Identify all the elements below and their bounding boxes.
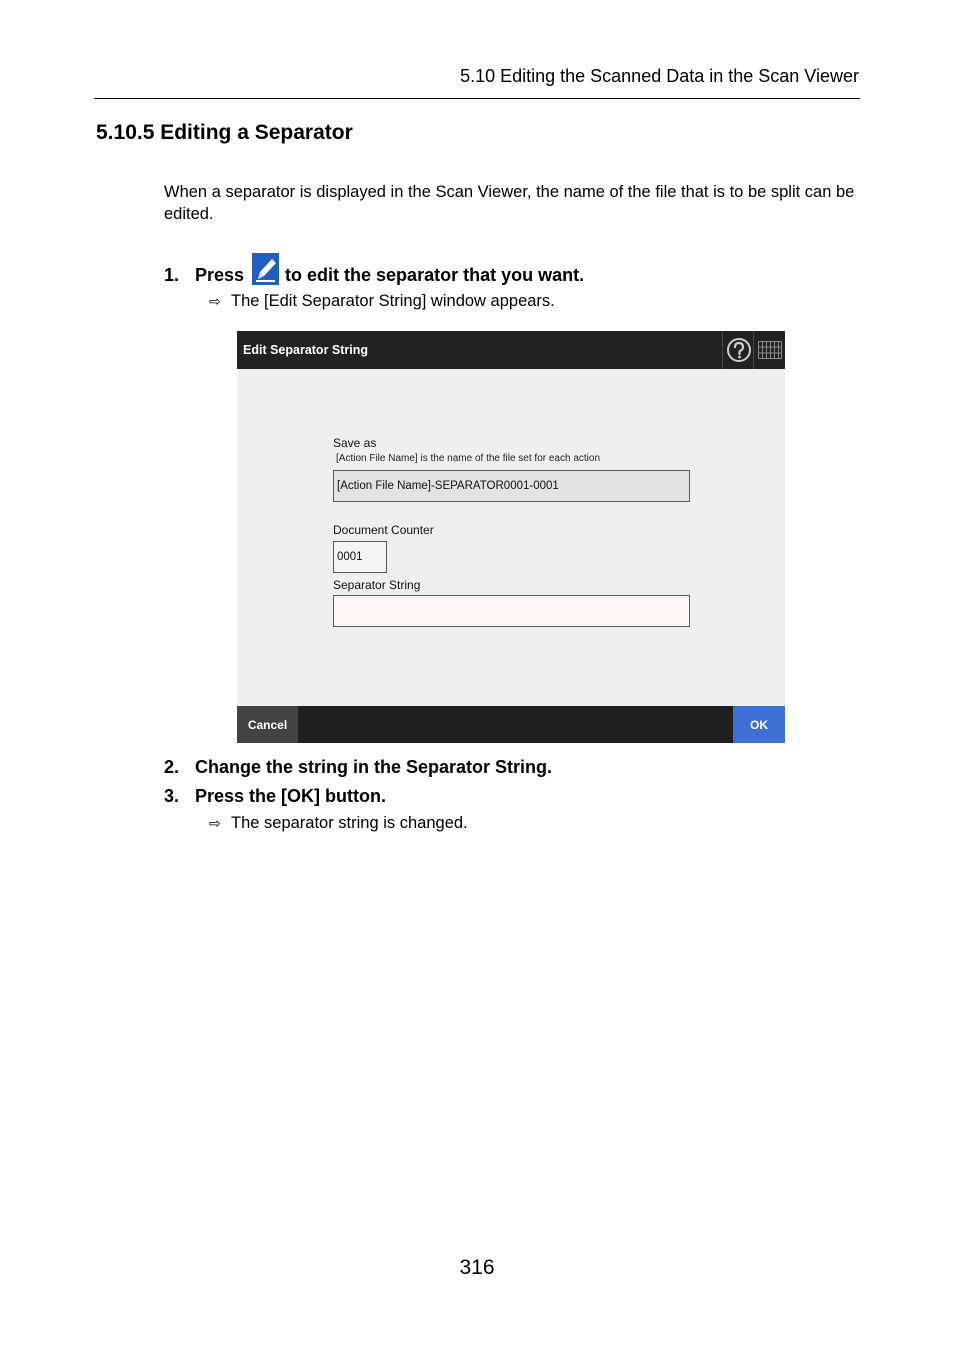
- step-3: [164, 786, 386, 807]
- step-text-before: Press: [195, 264, 245, 285]
- edit-separator-dialog: [237, 331, 785, 743]
- step-1-result: [209, 292, 555, 311]
- step-number: 1.: [164, 264, 180, 285]
- dialog-title: Edit Separator String: [243, 343, 369, 357]
- keyboard-button[interactable]: [753, 331, 785, 369]
- separator-string-field[interactable]: [333, 595, 690, 627]
- result-text: The [Edit Separator String] window appears.: [231, 292, 555, 310]
- step-3-result: [209, 814, 468, 833]
- save-as-field[interactable]: [333, 470, 690, 502]
- result-arrow-icon: ⇨: [209, 815, 221, 831]
- cancel-button[interactable]: Cancel: [237, 706, 298, 743]
- step-text-after: to edit the separator that you want.: [285, 264, 585, 285]
- page-number: 316: [459, 1256, 495, 1279]
- help-icon: [726, 337, 752, 363]
- step-2: [164, 757, 552, 778]
- ok-button[interactable]: OK: [733, 706, 785, 743]
- save-as-label: Save as: [333, 436, 377, 450]
- intro-paragraph: When a separator is displayed in the Scan Viewer, the name of the file that is to be split can be edited.: [164, 183, 855, 223]
- result-arrow-icon: ⇨: [209, 293, 221, 309]
- dialog-titlebar: [237, 331, 785, 369]
- section-title: 5.10.5 Editing a Separator: [96, 121, 353, 144]
- step-number: 3.: [164, 786, 180, 806]
- running-header: 5.10 Editing the Scanned Data in the Scan Viewer: [460, 66, 859, 86]
- step-1: [164, 259, 584, 291]
- keyboard-icon: [758, 341, 782, 359]
- result-text: The separator string is changed.: [231, 814, 468, 832]
- dialog-footer: [237, 706, 785, 743]
- step-text: Press the [OK] button.: [195, 786, 387, 806]
- header-rule: [94, 98, 860, 99]
- save-as-note: [Action File Name] is the name of the file set for each action: [336, 453, 601, 464]
- document-counter-label: Document Counter: [333, 523, 434, 537]
- separator-string-label: Separator String: [333, 578, 421, 592]
- edit-pencil-icon: [252, 253, 279, 285]
- document-counter-field[interactable]: [333, 541, 387, 573]
- help-button[interactable]: [722, 331, 754, 369]
- step-text: Change the string in the Separator String.: [195, 757, 553, 777]
- step-number: 2.: [164, 757, 180, 777]
